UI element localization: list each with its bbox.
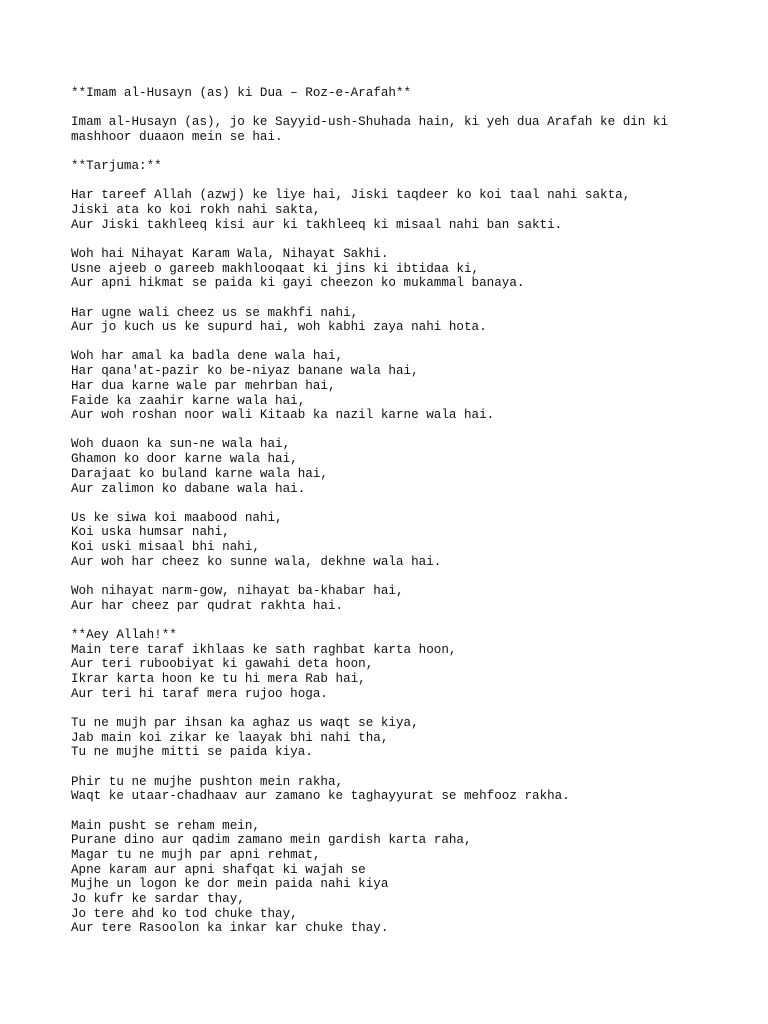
stanza-line: Aur teri hi taraf mera rujoo hoga. xyxy=(71,686,328,701)
stanza-line: Main tere taraf ikhlaas ke sath raghbat karta hoon, xyxy=(71,642,457,657)
stanza-line: Aur jo kuch us ke supurd hai, woh kabhi zaya nahi hota. xyxy=(71,320,487,335)
stanza-line: Aur har cheez par qudrat rakhta hai. xyxy=(71,598,344,613)
intro-paragraph xyxy=(71,115,751,144)
stanza-line: Darajaat ko buland karne wala hai, xyxy=(71,466,328,481)
intro-line: Imam al-Husayn (as), jo ke Sayyid-ush-Shuhada hain, ki yeh dua Arafah ke din ki xyxy=(71,115,669,130)
stanza-line: Aur tere Rasoolon ka inkar kar chuke thay. xyxy=(71,921,389,936)
stanza-line: Tu ne mujhe mitti se paida kiya. xyxy=(71,745,313,760)
stanza-line: Koi uska humsar nahi, xyxy=(71,525,230,540)
stanza-line: Faide ka zaahir karne wala hai, xyxy=(71,393,306,408)
stanza-line: Woh hai Nihayat Karam Wala, Nihayat Sakhi. xyxy=(71,246,389,261)
stanza-line: Jo kufr ke sardar thay, xyxy=(71,892,245,907)
document-page xyxy=(71,86,751,951)
document-title: **Imam al-Husayn (as) ki Dua – Roz-e-Arafah** xyxy=(71,86,412,100)
stanza-line: Woh har amal ka badla dene wala hai, xyxy=(71,349,344,364)
stanza-line: Tu ne mujh par ihsan ka aghaz us waqt se kiya, xyxy=(71,716,419,730)
stanza xyxy=(71,437,751,496)
stanza-line: Purane dino aur qadim zamano mein gardish karta raha, xyxy=(71,833,472,848)
stanza-line: Koi uski misaal bhi nahi, xyxy=(71,540,260,555)
translation-heading: **Tarjuma:** xyxy=(71,159,162,174)
stanza-line: Main pusht se reham mein, xyxy=(71,818,260,833)
stanza xyxy=(71,584,751,613)
stanza-line: Aur woh roshan noor wali Kitaab ka nazil karne wala hai. xyxy=(71,408,495,423)
stanza-line: Jo tere ahd ko tod chuke thay, xyxy=(71,906,298,921)
stanza-line: Jiski ata ko koi rokh nahi sakta, xyxy=(71,203,321,218)
stanza-line: Mujhe un logon ke dor mein paida nahi kiya xyxy=(71,877,389,892)
stanza-line: Aur apni hikmat se paida ki gayi cheezon ko mukammal banaya. xyxy=(71,276,525,291)
stanza-line: Jab main koi zikar ke laayak bhi nahi tha, xyxy=(71,730,389,745)
stanza xyxy=(71,349,751,423)
stanza xyxy=(71,775,751,804)
stanza-line: Aur Jiski takhleeq kisi aur ki takhleeq ki misaal nahi ban sakti. xyxy=(71,217,563,232)
stanza-line: Usne ajeeb o gareeb makhlooqaat ki jins ki ibtidaa ki, xyxy=(71,261,480,276)
stanza xyxy=(71,247,751,291)
translation-heading-block xyxy=(71,159,751,174)
stanza-line: Apne karam aur apni shafqat ki wajah se xyxy=(71,862,366,877)
stanza xyxy=(71,511,751,570)
stanza xyxy=(71,819,751,937)
stanza xyxy=(71,306,751,335)
stanza xyxy=(71,188,751,232)
stanza-line: Us ke siwa koi maabood nahi, xyxy=(71,510,283,525)
stanza-line: Magar tu ne mujh par apni rehmat, xyxy=(71,847,321,862)
stanza-line: Waqt ke utaar-chadhaav aur zamano ke taghayyurat se mehfooz rakha. xyxy=(71,789,570,804)
stanza-line: Har dua karne wale par mehrban hai, xyxy=(71,378,336,393)
stanza-line: Aur teri ruboobiyat ki gawahi deta hoon, xyxy=(71,657,374,672)
stanza-line: Aur zalimon ko dabane wala hai. xyxy=(71,481,306,496)
stanza-line: Woh nihayat narm-gow, nihayat ba-khabar hai, xyxy=(71,584,404,599)
stanza-line: Ghamon ko door karne wala hai, xyxy=(71,452,298,467)
stanza xyxy=(71,628,751,702)
stanza-line: Har ugne wali cheez us se makhfi nahi, xyxy=(71,305,359,320)
stanza-line: Aur woh har cheez ko sunne wala, dekhne wala hai. xyxy=(71,554,442,569)
stanza-line: Phir tu ne mujhe pushton mein rakha, xyxy=(71,774,344,789)
stanza-line: Har tareef Allah (azwj) ke liye hai, Jiski taqdeer ko koi taal nahi sakta, xyxy=(71,188,631,203)
document-title-block xyxy=(71,86,751,101)
stanza xyxy=(71,716,751,760)
stanza-line: Ikrar karta hoon ke tu hi mera Rab hai, xyxy=(71,672,366,687)
stanza-heading-line: **Aey Allah!** xyxy=(71,627,177,642)
stanza-line: Har qana'at-pazir ko be-niyaz banane wala hai, xyxy=(71,364,419,379)
stanza-line: Woh duaon ka sun-ne wala hai, xyxy=(71,437,291,452)
intro-line: mashhoor duaaon mein se hai. xyxy=(71,129,283,144)
